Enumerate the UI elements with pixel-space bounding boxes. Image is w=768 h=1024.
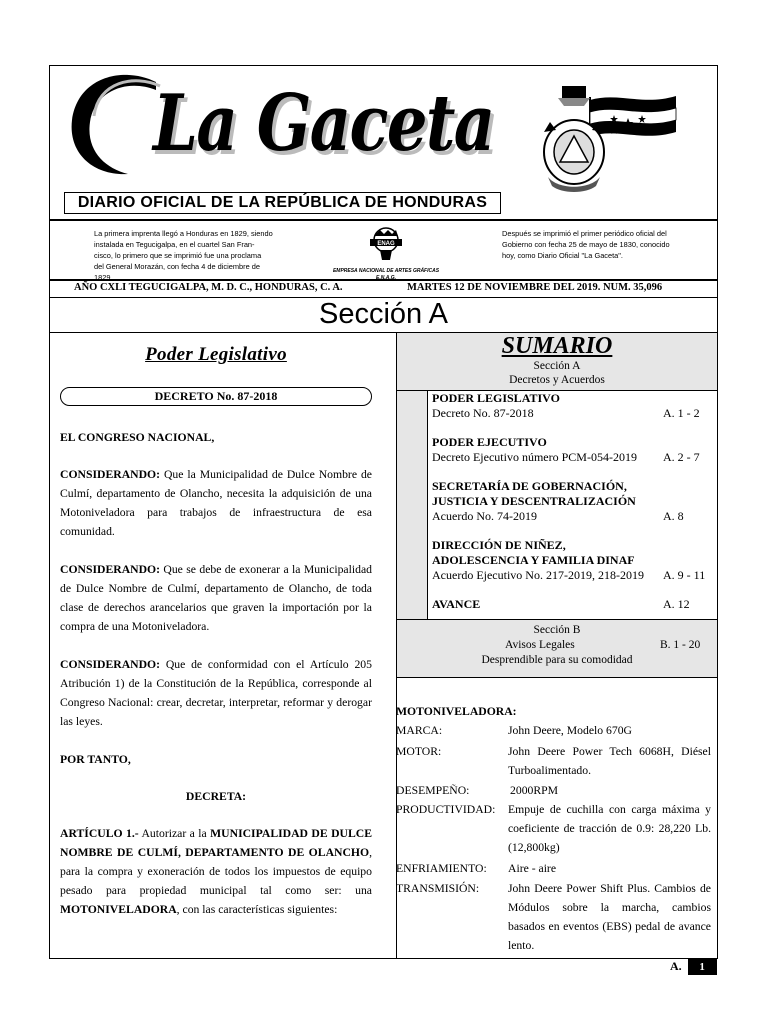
branch-heading: Poder Legislativo — [145, 344, 287, 365]
por-tanto: POR TANTO, — [60, 753, 131, 766]
folio-prefix: A. — [670, 959, 682, 973]
masthead-rule — [50, 219, 717, 221]
enag-logo-label: ENAG — [377, 241, 395, 247]
considerando-2: CONSIDERANDO: Que se debe de exonerar a la Municipalidad de Dulce Nombre de Culmí, departamento de Olancho, de toda clase de derechos arancelarios que graven la importación por la compra de una Motoniveladora. — [60, 563, 372, 633]
sumario-title: SUMARIO — [501, 333, 613, 359]
sumario-entry[interactable]: DIRECCIÓN DE NIÑEZ, ADOLESCENCIA Y FAMILIA DINAF Acuerdo Ejecutivo No. 217-2019, 218-2019 — [432, 538, 644, 582]
sumario-entry[interactable]: PODER EJECUTIVO Decreto Ejecutivo número PCM-054-2019 — [432, 435, 637, 464]
enag-caption-short: E.N.A.G. — [375, 275, 396, 281]
section-title: Sección A — [319, 298, 448, 330]
enag-seal — [326, 226, 446, 281]
specs-title: MOTONIVELADORA: — [396, 705, 517, 718]
dateline-left: AÑO CXLI TEGUCIGALPA, M. D. C., HONDURAS, C. A. — [74, 282, 343, 293]
congress-heading: EL CONGRESO NACIONAL, — [60, 431, 215, 444]
sumario-decretos: Decretos y Acuerdos — [509, 374, 605, 386]
decreta: DECRETA: — [185, 790, 247, 803]
decree-number-box: DECRETO No. 87-2018 — [60, 387, 372, 406]
left-column — [60, 341, 372, 919]
sumario-box — [397, 333, 717, 678]
masthead — [50, 66, 717, 219]
dateline-right: MARTES 12 DE NOVIEMBRE DEL 2019. NUM. 35,096 — [407, 282, 663, 293]
history-note-left: La primera imprenta llegó a Honduras en 1829, siendo instalada en Tegucigalpa, en el cuartel San Fran- cisco, lo primero que se imprimió fue una proclama del General Morazán, con fecha 4 de diciembre de 1829. — [94, 229, 273, 282]
enag-caption: EMPRESA NACIONAL DE ARTES GRÁFICAS — [332, 268, 440, 274]
sumario-table — [397, 390, 717, 620]
history-note-right: Después se imprimió el primer periódico oficial del Gobierno con fecha 25 de mayo de 1830, conocido hoy, como Diario Oficial "La Gaceta". — [502, 229, 670, 260]
page-folio — [670, 958, 717, 975]
sumario-section-b — [397, 623, 717, 668]
sumario-page: A. 1 - 2 — [663, 406, 700, 420]
sumario-entry[interactable]: AVANCE — [432, 597, 481, 611]
considerando-3: CONSIDERANDO: Que de conformidad con el Artículo 205 Atribución 1) de la Constitución de la República, corresponde al Congreso Nacional: crear, decretar, interpretar, reformar y derogar las leyes. — [60, 658, 372, 728]
enag-logo-icon — [362, 226, 410, 262]
sumario-section-a: Sección A — [533, 360, 581, 372]
page-frame: La Gaceta DIARIO OFICIAL DE LA REPÚBLICA DE HONDURAS La primera imprenta llegó a Honduras en 1829, siendo instalada en Tegucigalpa, en el cuartel San Fran- cisco, lo primero que se imprimió fue una proclama del General Morazán, con fecha 4 de diciembre de 1829. ENAG EMPRESA NACIONAL DE ARTES GRÁFICAS E.N.A.G. Después se imprimió el primer periódico oficial del Gobierno con fecha 25 de mayo de 1830, conocido hoy, como Diario Oficial "La Gaceta". AÑO CXLI TEGUCIGALPA, M. D. C., HONDURAS, C. A. MARTES 12 DE NOVIEMBRE DEL 2019. NUM. 35,096 Sección A Poder Legislativo DECRETO No. 87-2018 EL CONGRESO NACIONAL, CONSIDERANDO: Que la Municipalidad de Dulce Nombre de Culmí, departamento de Olancho, necesita la adquisición de una Motoniveladora para trabajos de infraestructura de esa comunidad. CONSIDERANDO: Que se debe de exonerar a la Municipalidad de Dulce Nombre de Culmí, departamento de Olancho, de toda clase de derechos arancelarios que graven la importación por la compra de una Motoniveladora. CONSIDERANDO: Que de conformidad con el Artículo 205 Atribución 1) de la Constitución de la República, corresponde al Congreso Nacional: crear, decretar, interpretar, reformar y derogar las leyes. POR TANTO, DECRETA: ARTÍCULO 1.- Autorizar a la MUNICIPALIDAD DE DULCE NOMBRE DE CULMÍ, DEPARTAMENTO DE OLANCHO, para la compra y exoneración de todos los impuestos de equipo pesado para propiedad municipal tal como ser: una MOTONIVELADORA, con las características siguientes: SUMARIO Sección A Decretos y Acuerdos PODER LEGISLATIVO Decreto No. 87-2018 PODER EJECUTIVO Decreto Ejecutivo número PCM-054-2019 SECRETARÍA DE GOBERNACIÓN, JUSTICIA Y DESCENTRALIZACIÓN Acuerdo No. 74-2019 DIRECCIÓN DE NIÑEZ, ADOLESCENCIA Y FAMILIA DINAF Acuerdo Ejecutivo No. 217-2019, 218-2019 AVANCE A. 1 - 2 A. 2 - 7 A. 8 A. 9 - 11 A. 12 Sección B Avisos Legales B. 1 - 20 Desprendible para su comodidad MOTONIVELADORA: MARCA: John Deere, Modelo 670G MOTOR: John Deere Power Tech 6068H, Diésel Turboalimentado. DESEMPEÑO: 2000RPM PRODUCTIVIDAD: Empuje de cuchilla con carga máxima y coeficiente de tracción de 0.9: 28,220 Lb. (12,800kg) ENFRIAMIENTO: Aire - aire TRANSMISIÓN: John Deere Power Shift Plus. Cambios de Módulos sobre la marcha, cambios basados en eventos (EBS) pedal de avance lento. — [49, 65, 718, 959]
section-b-note: Desprendible para su comodidad — [481, 654, 633, 666]
sumario-entry[interactable]: PODER LEGISLATIVO Decreto No. 87-2018 — [432, 391, 560, 420]
sumario-page: A. 8 — [663, 509, 684, 523]
sumario-entry[interactable]: SECRETARÍA DE GOBERNACIÓN, JUSTICIA Y DESCENTRALIZACIÓN Acuerdo No. 74-2019 — [432, 479, 636, 523]
sumario-page: A. 12 — [663, 597, 690, 611]
honduras-coat-of-arms-icon — [538, 82, 718, 197]
sumario-page: A. 9 - 11 — [663, 568, 706, 582]
newspaper-subtitle: DIARIO OFICIAL DE LA REPÚBLICA DE HONDURAS — [64, 192, 501, 214]
folio-number: 1 — [688, 959, 717, 975]
section-b-page: B. 1 - 20 — [660, 639, 701, 651]
logo-text: La Gaceta — [153, 78, 494, 169]
logo-swoosh-icon — [64, 68, 164, 183]
sumario-entries — [427, 391, 665, 619]
considerando-1: CONSIDERANDO: Que la Municipalidad de Dulce Nombre de Culmí, departamento de Olancho, necesita la adquisición de una Motoniveladora para trabajos de infraestructura de esa comunidad. — [60, 468, 372, 538]
sumario-pages — [663, 391, 717, 619]
articulo-1: ARTÍCULO 1.- Autorizar a la MUNICIPALIDAD DE DULCE NOMBRE DE CULMÍ, DEPARTAMENTO DE OLANCHO, para la compra y exoneración de todos los impuestos de equipo pesado para propiedad municipal tal como ser: una MOTONIVELADORA, con las características siguientes: — [60, 827, 372, 916]
section-b-item: Avisos Legales — [505, 639, 575, 651]
section-b-title: Sección B — [533, 624, 581, 636]
sumario-page: A. 2 - 7 — [663, 450, 700, 464]
